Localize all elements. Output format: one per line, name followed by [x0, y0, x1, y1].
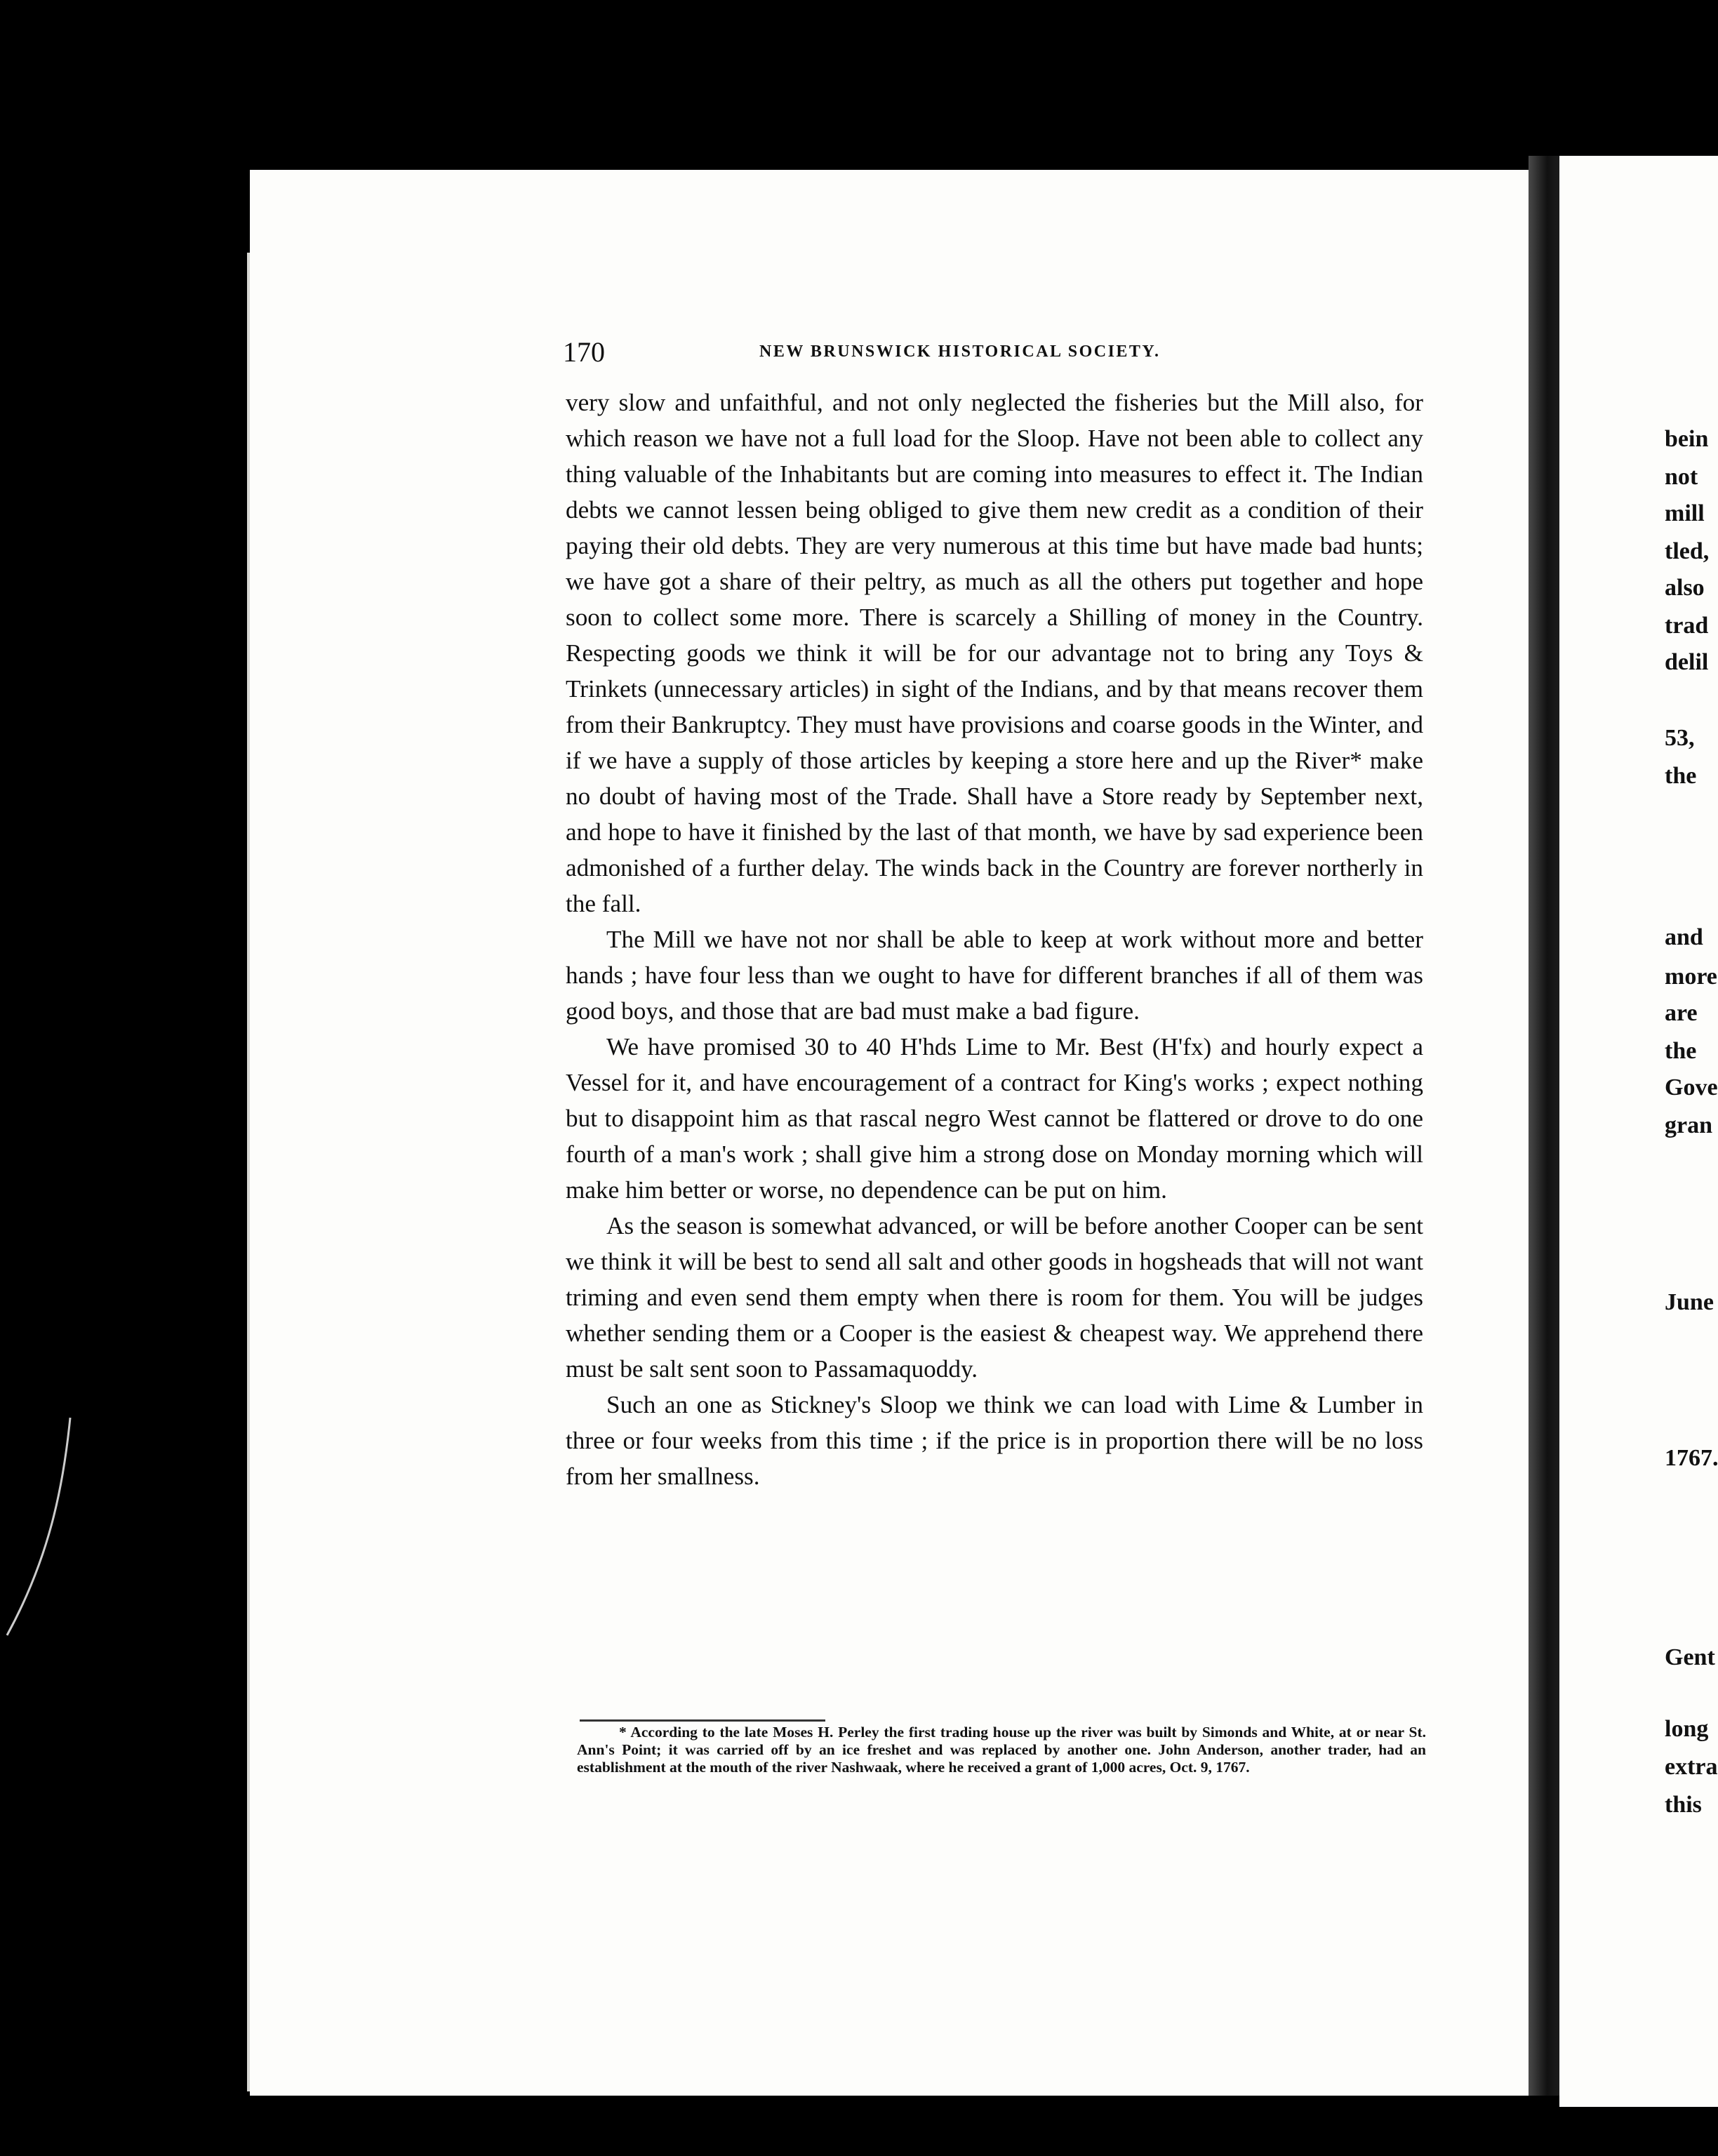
- facing-page-fragment: are: [1665, 1000, 1698, 1026]
- facing-page-fragment: 53,: [1665, 725, 1695, 751]
- facing-page-fragment: and: [1665, 924, 1703, 950]
- paragraph-5: Such an one as Stickney's Sloop we think we can load with Lime & Lumber in three or four weeks from this time ; if the price is in proportion there will be no loss from her smallness.: [566, 1391, 1423, 1490]
- paragraph-3: We have promised 30 to 40 H'hds Lime to Mr. Best (H'fx) and hourly expect a Vessel for it, and have encouragement of a contract for King's works ; expect nothing but to disappoint him as that rascal negro West cannot be flattered or drove to do one fourth of a man's work ; shall give him a strong dose on Monday morning which will make him better or worse, no dependence can be put on him.: [566, 1033, 1423, 1204]
- page-header: [563, 335, 1419, 378]
- facing-page-fragment: long: [1665, 1716, 1709, 1742]
- facing-page-fragment: gran: [1665, 1112, 1712, 1138]
- facing-page-fragment: more: [1665, 964, 1717, 990]
- facing-page-fragment: also: [1665, 575, 1705, 601]
- facing-page-fragment: trad: [1665, 613, 1709, 639]
- facing-page-fragment: June: [1665, 1289, 1714, 1315]
- running-head: NEW BRUNSWICK HISTORICAL SOCIETY.: [759, 342, 1161, 361]
- facing-page-fragment: the: [1665, 1038, 1697, 1064]
- page-number: 170: [563, 336, 605, 368]
- facing-page-fragment: the: [1665, 763, 1697, 789]
- paragraph-4: As the season is somewhat advanced, or will be before another Cooper can be sent we think it will be best to send all salt and other goods in hogsheads that will not want triming and even send them empty when there is room for them. You will be judges whether sending them or a Cooper is the easiest & cheapest way. We apprehend there must be salt sent soon to Passamaquoddy.: [566, 1212, 1423, 1383]
- facing-page-fragment: 1767.: [1665, 1445, 1718, 1471]
- facing-page-fragment: mill: [1665, 500, 1705, 526]
- facing-page-fragment: Gent: [1665, 1644, 1715, 1670]
- facing-page-fragment: bein: [1665, 426, 1709, 452]
- footnote-text: * According to the late Moses H. Perley the first trading house up the river was built by Simonds and White, at or near St. Ann's Point; it was carried off by an ice freshet and was replaced by another one. John Anderson, another trader, had an establishment at the mouth of the river Nashwaak, where he received a grant of 1,000 acres, Oct. 9, 1767.: [577, 1724, 1426, 1776]
- book-gutter: [1529, 156, 1559, 2096]
- facing-page-fragment: delil: [1665, 649, 1709, 675]
- paragraph-1: very slow and unfaithful, and not only neglected the fisheries but the Mill also, for which reason we have not a full load for the Sloop. Have not been able to collect any thing valuable of the Inhabitants but are coming into measures to effect it. The Indian debts we cannot lessen being obliged to give them new credit as a condition of their paying their old debts. They are very numerous at this time but have made bad hunts; we have got a share of their peltry, as much as all the others put together and hope soon to collect some more. There is scarcely a Shilling of money in the Country. Respecting goods we think it will be for our advantage not to bring any Toys & Trinkets (unnecessary articles) in sight of the Indians, and by that means recover them from their Bankruptcy. They must have provisions and coarse goods in the Winter, and if we have a supply of those articles by keeping a store here and up the River* make no doubt of having most of the Trade. Shall have a Store ready by September next, and hope to have it finished by the last of that month, we have by sad experience been admonished of a further delay. The winds back in the Country are forever northerly in the fall.: [566, 389, 1423, 917]
- facing-page-fragment: this: [1665, 1792, 1702, 1818]
- footnote: [577, 1724, 1426, 1776]
- scan-scratch: [0, 1404, 84, 1684]
- facing-page-fragment: extra: [1665, 1754, 1718, 1780]
- facing-page-fragment: not: [1665, 464, 1698, 490]
- paragraph-2: The Mill we have not nor shall be able to keep at work without more and better hands ; have four less than we ought to have for different branches if all of them was good boys, and those that are bad must make a bad figure.: [566, 926, 1423, 1025]
- footnote-rule: [580, 1719, 825, 1722]
- facing-page-fragment: Gove: [1665, 1074, 1718, 1100]
- facing-page-fragment: tled,: [1665, 538, 1710, 564]
- body-text: [566, 385, 1423, 1494]
